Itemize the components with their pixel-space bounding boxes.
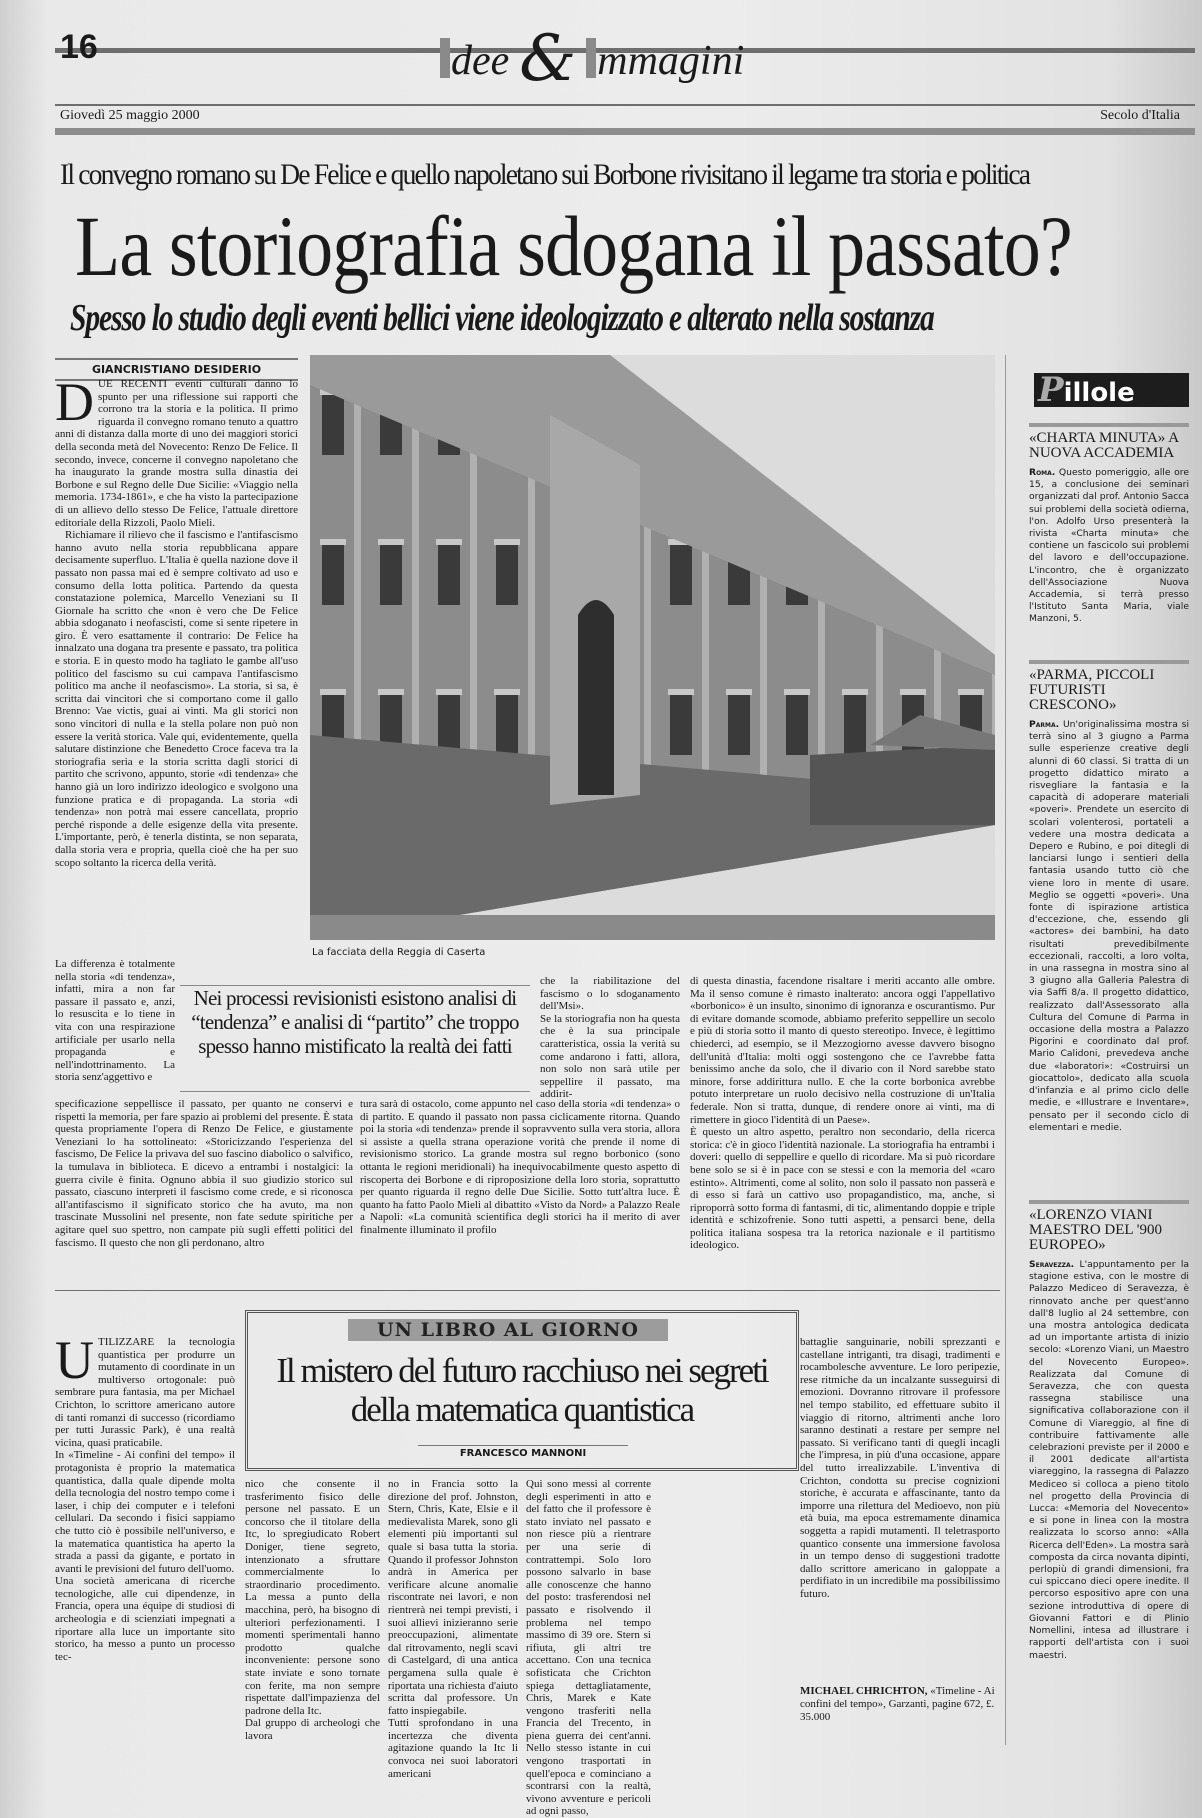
header-bar bbox=[55, 128, 1195, 135]
pull-quote: Nei processi revisionisti esistono analisi di “tendenza” e analisi di “partito” che troppo spesso hanno mistificato la realtà dei fatti bbox=[180, 985, 530, 1092]
newspaper-name: Secolo d'Italia bbox=[1100, 108, 1180, 123]
article-column-1 bbox=[55, 372, 298, 955]
pillole-title bbox=[1034, 370, 1189, 410]
article-column-2: che la riabilitazione del fascismo o lo sdoganamento dell'Msi». Se la storiografia non ha questa che è la sua principale caratteristica, ossia la verità su come andarono i fatti, allora, non solo non sarà utile per seppellire il passato, ma addirit- bbox=[540, 975, 680, 1101]
article-column-1-narrow: La differenza è totalmente nella storia «di tendenza», infatti, mira a non far passare il passato e, anzi, lo resuscita e lo tiene in vita con una respirazione artificiale per usarlo nella propaganda e nell'indottrinamento. La storia senz'aggettivo e bbox=[55, 958, 175, 1084]
section-masthead bbox=[440, 22, 820, 112]
review-column-2: nico che consente il trasferimento fisico delle persone nel passato. E un concorso che il titolare della Itc, lo spregiudicato Robert Doniger, tiene segreto, intenzionato a sfruttare commercialmente lo straordinario procedimento. La messa a punto della macchina, però, ha bisogno di ulteriori perfezionamenti. I momenti sperimentali hanno prodotto qualche inconveniente: persone sono state inviate e sono tornate con ferite, ma non sempre rispettate dall'impazienza del padrone della Itc. Dal gruppo di archeologi che lavora bbox=[245, 1478, 380, 1742]
pillole-title-text: illole bbox=[1063, 378, 1135, 408]
brief-title: «CHARTA MINUTA» A NUOVA ACCADEMIA bbox=[1029, 423, 1189, 461]
brief-text: Questo pomeriggio, alle ore 15, a conclusione dei seminari organizzati dal prof. Antonio Sacca sui problemi della società odierna, l'on. Adolfo Urso presenterà la rivista «Charta minuta» che contiene un fascicolo sui problemi del lavoro e dell'occupazione. L'incontro, che è organizzato dell'Associazione Nuova Accademia, si terrà presso l'Istituto Santa Maria, viale Manzoni, 5. bbox=[1029, 467, 1189, 625]
article-subhead: Spesso lo studio degli eventi bellici viene ideologizzato e alterato nella sostanza bbox=[70, 297, 934, 339]
book-review-author: FRANCESCO MANNONI bbox=[418, 1445, 628, 1459]
section-divider bbox=[55, 1290, 1000, 1291]
brief-text: Un'originalissima mostra si terrà sino al 3 giugno a Parma sulle esperienze creative degli alunni di 60 classi. Si tratta di un progetto didattico mirato a risvegliare la fantasia e la capacità di adoperare materiali «poveri». Prendete un esercito di scolari volenterosi, portateli a vedere una mostra dedicata a Depero e Rubino, e poi ditegli di lanciarsi lungo i sentieri della fantasia usando tutto ciò che viene loro in mente di usare. Meglio se oggetti «poveri». Una fonte di ispirazione artistica d'eccezione, che, essendo gli «actores» dei bambini, ha dato risultati prevedibilmente eccezionali, raccolti, a loro volta, in una rassegna in mostra sino al 3 giugno alla Galleria Palestra di via Saffi 8/a. Il progetto didattico, realizzato dall'Assessorato alla Cultura del Comune di Parma in occasione della mostra a Palazzo Pigorini e coordinato dal prof. Mario Calidoni, prevedeva anche due «laboratori»: «Costruirsi un giocattolo», dedicato alla scuola d'infanzia e al primo ciclo delle medie, e «Illustrare e Inventare», pensato per il secondo ciclo di elementari e medie. bbox=[1029, 719, 1189, 1133]
brief-place: Roma. bbox=[1029, 467, 1056, 478]
book-section-label: UN LIBRO AL GIORNO bbox=[348, 1319, 668, 1341]
book-review-box bbox=[245, 1310, 799, 1471]
masthead-ampersand: & bbox=[519, 22, 577, 96]
article-column-5: di questa dinastia, facendone risaltare i meriti accanto alle ombre. Ma il senso comune è rimasto inalterato: ancora oggi l'appellativo «borbonico» è un insulto, sinonimo di ignoranza e oscurantismo. Pur di evitare domande scomode, abbiamo preferito seppellire un secolo e più di storia sotto il manto di questo stereotipo. Invece, è legittimo chiederci, ad esempio, se il Mezzogiorno avesse davvero bisogno dell'unità d'Italia: molti oggi sostengono che ce l'avrebbe fatta benissimo anche da solo, che il divario con il Nord sarebbe stato minore, forse addirittura nullo. E che la corte borbonica avrebbe potuto interpretare un ruolo decisivo nella costruzione di un'Italia federale. Non si tratta, dunque, di rendere onore ai vinti, ma di rimettere in gioco l'identità di un Paese». È questo un altro aspetto, peraltro non secondario, della ricerca storica: c'è in gioco l'identità nazionale. La storiografia ha entrambi i doveri: quello di seppellire e quello di ricordare. Ma si può ricordare bene solo se si è in pace con se stessi e con la memoria del «caro estinto». Altrimenti, come al solito, non solo il passato non passerà e di esso si farà un cattivo uso propagandistico, ma, anche, si riproporrà sotto forma di fantasmi, di tic, alimentando doppie e triple identità e schizofrenie. Sono tutti aspetti, a pensarci bene, della politica italiana sospesa tra la retorica nazionale e il partitismo ideologico. bbox=[690, 975, 995, 1252]
paragraph: UE RECENTI eventi culturali danno lo spunto per una riflessione sui rapporti che corrono tra la storia e la politica. Il primo riguarda il convegno romano tenuto a quattro anni di distanza dalla morte di uno dei maggiori storici della seconda metà del Novecento: Renzo De Felice. Il secondo, invece, concerne il convegno napoletano che ha inaugurato la grande mostra sulla dinastia dei Borbone e sul Regno delle Due Sicilie: «Viaggio nella memoria. 1734-1861», e che ha visto la partecipazione di un allievo dello stesso De Felice, l'attuale direttore editoriale della Rizzoli, Paolo Mieli. bbox=[55, 378, 298, 529]
paragraph: Richiamare il rilievo che il fascismo e l'antifascismo hanno avuto nella storia repubblicana appare decisamente superfluo. L'Italia è quella nazione dove il passato non passa mai ed è sempre coltivato ad uso e consumo della lotta politica. Partendo da questa constatazione polemica, Marcello Veneziani su Il Giornale ha scritto che «non è vero che De Felice abbia sdoganato i neofascisti, come si sente ripetere in giro. È vero esattamente il contrario: De Felice ha innalzato una dogana tra presente e passato, tra politica e storia. E in questo modo ha tagliato le gambe all'uso politico del fascismo su cui campava l'antifascismo politico ma anche il neofascismo». La storia, si sa, è scritta dai vincitori che si comportano come il gallo Brenno: Vae victis, guai ai vinti. Ma gli storici non sono vincitori di nulla e la stella polare non può non essere la verità storica. Vale qui, evidentemente, quella salutare distinzione che Benedetto Croce faceva tra la storiografia seria e la storia scritta dagli storici di partito che scrivono, appunto, storie «di tendenza» che hanno già un loro indirizzo ideologico e svolgono una funzione pratica e di propaganda. La storia «di tendenza» non potrà mai essere cancellata, proprio perché risponde a delle esigenze della vita presente. L'importante, però, è tenerla distinta, se non separata, dalla storia vera e propria, quella cioè che ha per suo scopo soltanto la ricerca della verità. bbox=[55, 529, 298, 869]
news-brief bbox=[1029, 423, 1189, 626]
masthead-part2: mmagini bbox=[597, 38, 745, 84]
article-column-3: specificazione seppellisce il passato, per quanto ne conservi e rispetti la memoria, per fare spazio ai problemi del presente. È stata questa propriamente l'opera di Renzo De Felice, e giustamente Veneziani lo ha sottolineato: «Storicizzando l'esperienza del fascismo, De Felice la privava del suo fascino diabolico o salvifico, la tumulava in biblioteca. E dicevo a entrambi i nostalgici: la guerra civile è finita. Ognuno abbia il suo giudizio storico sul passato, ciascuno interpreti il fascismo come crede, e si riconosca all'antifascismo il significato storico che ha avuto, ma non trascinate Mussolini nel presente, non fate sedute spiritiche per agitare quel suo spettro, non campate più sugli effetti politici del fascismo. Il questo che non gli perdonano, altro bbox=[55, 1098, 353, 1249]
pillole-title-cap: P bbox=[1038, 370, 1064, 410]
page-number: 16 bbox=[60, 28, 98, 66]
brief-title: «LORENZO VIANI MAESTRO DEL '900 EUROPEO» bbox=[1029, 1200, 1189, 1253]
brief-place: Seravezza. bbox=[1029, 1259, 1075, 1270]
article-kicker: Il convegno romano su De Felice e quello napoletano sui Borbone rivisitano il legame tra storia e politica bbox=[60, 158, 1030, 191]
review-column-5: battaglie sanguinarie, nobili sprezzanti e castellane intriganti, tra disagi, tradimenti e rocambolesche avventure. Le loro peripezie, rese ritmiche da un incalzante susseguirsi di emozioni. Dovranno ritrovare il professore nel tempo stabilito, ed effettuare subito il viaggio di ritorno, altrimenti anche loro saranno destinati a restare per sempre nel passato. Si verificano tanti di quegli incagli che l'impresa, in più d'una occasione, appare del tutto irrealizzabile. L'inventiva di Crichton, condotta su precise cognizioni storiche, è accurata e affascinante, tanto da imporre una rilettura del Medioevo, non più età buia, ma epoca estremamente dinamica soggetta a rapidi mutamenti. Il teletrasporto quantico consente una immersione favolosa in un tempo denso di suggestioni tradotte dallo scrittore americano in galoppate a perdifiato in un incredibile ma possibilissimo futuro. bbox=[800, 1336, 1000, 1600]
masthead-letter-bar bbox=[440, 38, 450, 78]
brief-title: «PARMA, PICCOLI FUTURISTI CRESCONO» bbox=[1029, 660, 1189, 713]
book-details bbox=[800, 1685, 1000, 1724]
masthead-part1: dee bbox=[451, 38, 510, 84]
reggia-caserta-photo bbox=[310, 355, 995, 940]
news-brief bbox=[1029, 1200, 1189, 1662]
paragraph: TILIZZARE la tecnologia quantistica per produrre un mutamento di coordinate in un multiverso ortogonale: può sembrare pura fantasia, ma per Michael Crichton, lo scrittore americano autore di tanti romanzi di successo (ricordiamo per tutti Jurassic Park), è una realtà vicina, quasi praticabile. In «Timeline - Ai confini del tempo» il protagonista è proprio la matematica quantistica, dalla quale dipende molta della tecnologia del nostro tempo come i laser, i chip dei computer e i telefoni cellulari. Da secondo i fisici sappiamo che tutto ciò è possibile nell'universo, e la matematica quantistica ha aperto la strada a passi da gigante, e portato in avanti le previsioni del futuro dell'uomo. Una società americana di ricerche tecnologiche, alle cui dipendenze, in Francia, opera una équipe di studiosi di archeologia e di scienziati impegnati a riportare alla luce un importante sito storico, ha messo a punto un processo tec- bbox=[55, 1336, 235, 1663]
masthead-letter-bar bbox=[586, 38, 596, 78]
book-publication-info: «Timeline - Ai confini del tempo», Garzanti, pagine 672, £. 35.000 bbox=[800, 1685, 995, 1723]
drop-cap: D bbox=[55, 372, 94, 432]
pillole-sidebar bbox=[1005, 355, 1196, 1745]
book-author-name: MICHAEL CHRICHTON, bbox=[800, 1685, 928, 1697]
review-column-1 bbox=[55, 1330, 235, 1741]
news-brief bbox=[1029, 660, 1189, 1134]
article-byline: GIANCRISTIANO DESIDERIO bbox=[55, 358, 298, 381]
article-headline: La storiografia sdogana il passato? bbox=[75, 198, 1072, 294]
article-column-4: tura sarà di ostacolo, come appunto nel caso della storia «di tendenza» o di partito. E quando il passato non passa ciclicamente ritorna. Quando poi la storia «di tendenza» prende il sopravvento sulla vera storia, allora si assiste a quella strana operazione vorità che prende il nome di revisionismo storico. La grande mostra sul regno borbonico (sono ottanta le regioni meridionali) ha inequivocabilmente questo aspetto di riscoperta dei Borbone e di riproposizione della loro storia, soprattutto per quanto riguarda il regno delle Due Sicilie. Sotto tutt'altra luce. È quanto ha fatto Paolo Mieli al dibattito «Visto da Nord» a Palazzo Reale a Napoli: «La comunità scientifica degli storici ha il merito di aver finalmente illuminato il profilo bbox=[360, 1098, 680, 1236]
review-column-4: Qui sono messi al corrente degli esperimenti in atto e del fatto che il professore è stato inviato nel passato e non riesce più a rientrare per una serie di contrattempi. Solo loro possono salvarlo in base alle conoscenze che hanno del posto: trasferendosi nel passato e risolvendo il problema nel tempo massimo di 39 ore. Stern si rifiuta, gli altri tre accettano. Con una tecnica sofisticata che Crichton spiega dettagliatamente, Chris, Marek e Kate vengono trasferiti nella Francia del Trecento, in piena guerra dei cent'anni. Nello stesso istante in cui vengono trasportati in quell'epoca e cominciano a scontrarsi con la realtà, vivono avventure e pericoli ad ogni passo, bbox=[526, 1478, 651, 1818]
brief-text: L'appuntamento per la stagione estiva, con le mostre di Palazzo Mediceo di Seravezza, è rinnovato anche per quest'anno dall'8 luglio al 24 settembre, con una mostra antologica dedicata ad un importante artista di inizio secolo: «Lorenzo Viani, un Maestro del Novecento Europeo». Realizzata dal Comune di Seravezza, che con questa rassegna stabilisce una significativa collaborazione con il Comune di Viareggio, al fine di contribuire fattivamente alle celebrazioni previste per il 2000 e il 2001 dedicate all'artista viareggino, la rassegna di Palazzo Mediceo si colloca a pieno titolo nel progetto della Provincia di Lucca: «Memoria del Novecento» e si pone in linea con la mostra realizzata lo scorso anno: «Alla Ricerca dell'Eden». La mostra sarà composta da circa novanta dipinti, perlopiù di grandi dimensioni, fra cui spiccano dieci opere inedite. Il percorso espositivo apre con una sezione introduttiva di opere di Giovanni Fattori e di Plinio Nomellini, intesa ad illustrare i rapporti dell'artista con i suoi maestri. bbox=[1029, 1259, 1189, 1661]
brief-place: Parma. bbox=[1029, 719, 1060, 730]
photo-caption: La facciata della Reggia di Caserta bbox=[312, 947, 486, 958]
drop-cap: U bbox=[55, 1330, 94, 1390]
book-review-title: Il mistero del futuro racchiuso nei segreti della matematica quantistica bbox=[276, 1351, 768, 1429]
review-column-3: no in Francia sotto la direzione del prof. Johnston, Stern, Chris, Kate, Elsie e il medievalista Marek, sono gli elementi più importanti sul quale si basa tutta la storia. Quando il professor Johnston andrà in America per verificare alcune anomalie riscontrate nei lavori, e non rientrerà nei tempi previsti, i suoi allievi inizieranno serie preoccupazioni, alimentate dal ritrovamento, negli scavi di Castelgard, di una antica pergamena sulla quale è riportata una richiesta d'aiuto scritta dal professore. Un fatto inspiegabile. Tutti sprofondano in una incertezza che diventa agitazione quando la Itc li convoca nei suoi laboratori americani bbox=[388, 1478, 518, 1780]
issue-date: Giovedì 25 maggio 2000 bbox=[60, 108, 200, 123]
masthead-rule bbox=[55, 104, 1195, 106]
